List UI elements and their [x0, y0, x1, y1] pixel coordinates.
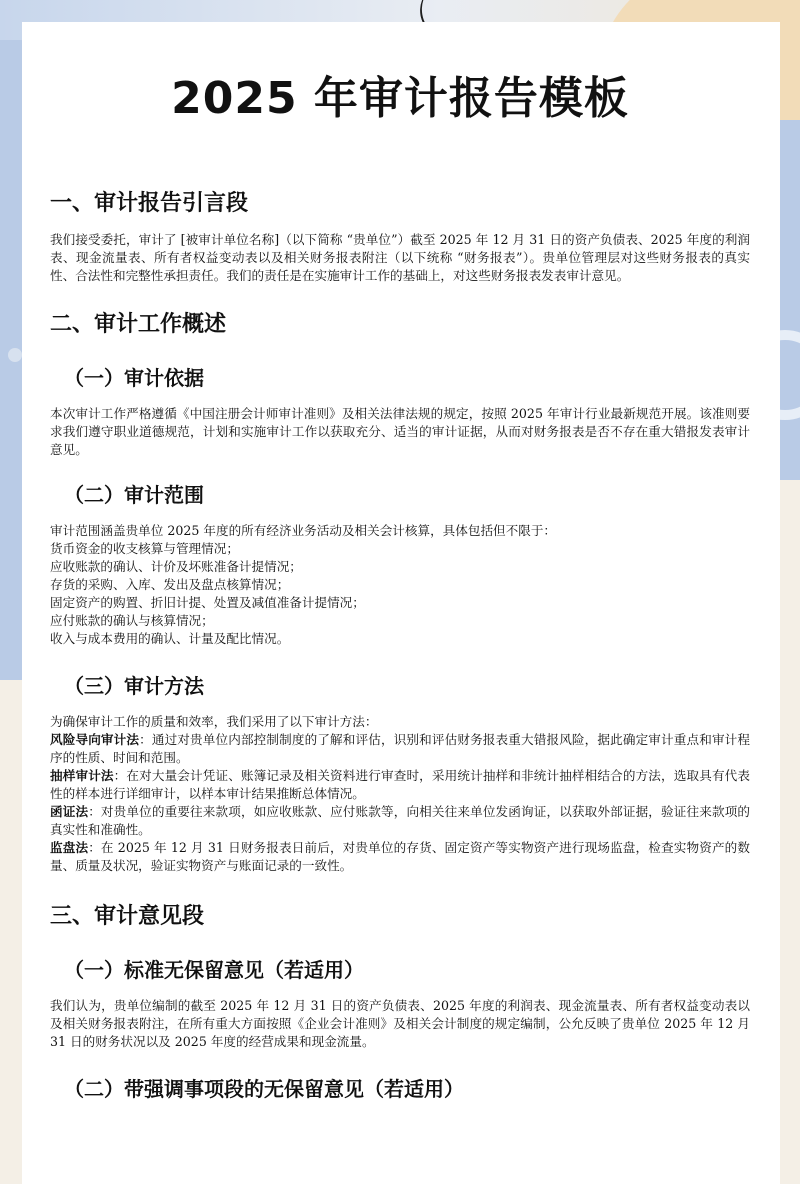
- scope-intro: 审计范围涵盖贵单位 2025 年度的所有经济业务活动及相关会计核算，具体包括但不限于：: [50, 523, 557, 538]
- introduction-paragraph: 我们接受委托，审计了 [被审计单位名称]（以下简称 “贵单位”）截至 2025 年 12 月 31 日的资产负债表、2025 年度的利润表、现金流量表、所有者权益变动表以及相关财务报表附注（以下统称 “财务报表”）。贵单位管理层对这些财务报表的真实性、合法性和完整性承担责任。我们的责任是在实施审计工作的基础上，对这些财务报表发表审计意见。: [50, 232, 750, 283]
- method-term: 监盘法: [50, 840, 89, 855]
- method-item: [50, 731, 750, 767]
- scope-list: [50, 522, 750, 648]
- method-item: [50, 839, 750, 875]
- methods-list: [50, 713, 750, 875]
- scope-item: 固定资产的购置、折旧计提、处置及减值准备计提情况；: [50, 595, 365, 610]
- method-description: ：在 2025 年 12 月 31 日财务报表日前后，对贵单位的存货、固定资产等实物资产进行现场监盘，检查实物资产的数量、质量及状况，验证实物资产与账面记录的一致性。: [50, 840, 750, 873]
- method-description: ：通过对贵单位内部控制制度的了解和评估，识别和评估财务报表重大错报风险，据此确定审计重点和审计程序的性质、时间和范围。: [50, 732, 751, 765]
- method-description: ：在对大量会计凭证、账簿记录及相关资料进行审查时，采用统计抽样和非统计抽样相结合的方法，选取具有代表性的样本进行详细审计，以样本审计结果推断总体情况。: [50, 768, 751, 801]
- method-item: [50, 803, 750, 839]
- unqualified-paragraph: 我们认为，贵单位编制的截至 2025 年 12 月 31 日的资产负债表、2025 年度的利润表、现金流量表、所有者权益变动表以及相关财务报表附注，在所有重大方面按照《企业会计准则》及相关会计制度的规定编制，公允反映了贵单位 2025 年 12 月 31 日的财务状况以及 2025 年度的经营成果和现金流量。: [50, 998, 750, 1049]
- scope-item: 货币资金的收支核算与管理情况；: [50, 541, 239, 556]
- document-page: [22, 22, 780, 1184]
- method-term: 函证法: [50, 804, 89, 819]
- subsection-heading-basis: （一）审计依据: [64, 366, 204, 390]
- scope-item: 应付账款的确认与核算情况；: [50, 613, 214, 628]
- method-description: ：对贵单位的重要往来款项，如应收账款、应付账款等，向相关往来单位发函询证，以获取外部证据，验证往来款项的真实性和准确性。: [50, 804, 751, 837]
- document-title: 2025 年审计报告模板: [171, 73, 629, 124]
- scope-item: 收入与成本费用的确认、计量及配比情况。: [50, 631, 290, 646]
- subsection-heading-scope: （二）审计范围: [64, 483, 204, 507]
- method-term: 风险导向审计法: [50, 732, 140, 747]
- scope-item: 存货的采购、入库、发出及盘点核算情况；: [50, 577, 290, 592]
- background-dot: [8, 348, 22, 362]
- subsection-heading-unqualified: （一）标准无保留意见（若适用）: [64, 958, 364, 982]
- section-heading-opinion: 三、审计意见段: [50, 904, 205, 929]
- scope-item: 应收账款的确认、计价及坏账准备计提情况；: [50, 559, 302, 574]
- basis-paragraph: 本次审计工作严格遵循《中国注册会计师审计准则》及相关法律法规的规定，按照 2025 年审计行业最新规范开展。该准则要求我们遵守职业道德规范，计划和实施审计工作以获取充分、适当的审计证据，从而对财务报表是否不存在重大错报发表审计意见。: [50, 406, 750, 457]
- methods-intro: 为确保审计工作的质量和效率，我们采用了以下审计方法：: [50, 714, 378, 729]
- method-item: [50, 767, 750, 803]
- section-heading-introduction: 一、审计报告引言段: [50, 191, 249, 216]
- method-term: 抽样审计法: [50, 768, 114, 783]
- subsection-heading-emphasis: （二）带强调事项段的无保留意见（若适用）: [64, 1077, 464, 1101]
- section-heading-overview: 二、审计工作概述: [50, 312, 227, 337]
- subsection-heading-methods: （三）审计方法: [64, 674, 204, 698]
